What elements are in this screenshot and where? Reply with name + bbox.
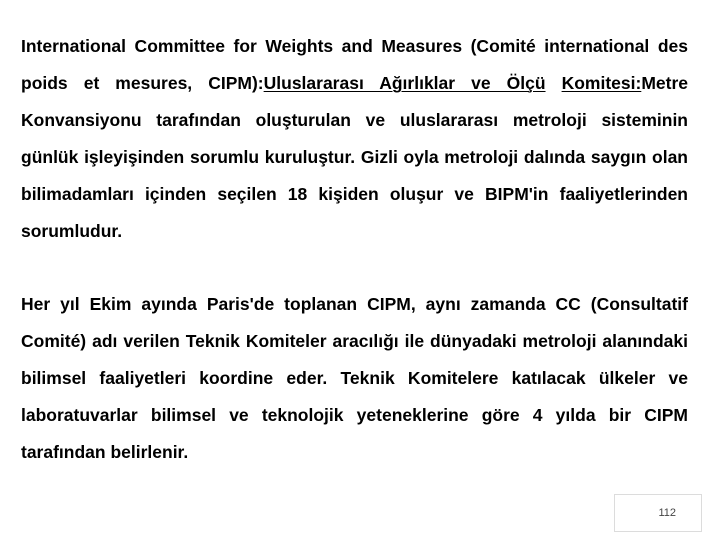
cipm-turkish-name-part2: Komitesi: [561,73,642,93]
cipm-turkish-name-part1: Uluslararası Ağırlıklar ve Ölçü [263,73,546,93]
paragraph-cipm-activities [21,286,688,471]
cipm-activities-text: Her yıl Ekim ayında Paris'de toplanan CIPM, aynı zamanda CC (Consultatif Comité) adı verilen Teknik Komiteler aracılığı ile dünyadaki metroloji alanındaki bilimsel faaliyetleri koordine eder. Teknik Komitelere katılacak ülkeler ve laboratuvarlar bilimsel ve teknolojik yeteneklerine göre 4 yılda bir CIPM tarafından belirlenir. [21,294,688,462]
page-number: 112 [658,507,676,519]
cipm-description: Metre Konvansiyonu tarafından oluşturulan ve uluslararası metroloji sisteminin günlük işleyişinden sorumlu kuruluştur. Gizli oyla metroloji dalında saygın olan bilimadamları içinden seçilen 18 kişiden oluşur ve BIPM'in faaliyetlerinden sorumludur. [21,73,688,241]
cipm-english-name: International Committee for Weights and Measures (Comité international des poids et mesures, CIPM): [21,36,688,93]
paragraph-cipm-definition [21,28,688,250]
